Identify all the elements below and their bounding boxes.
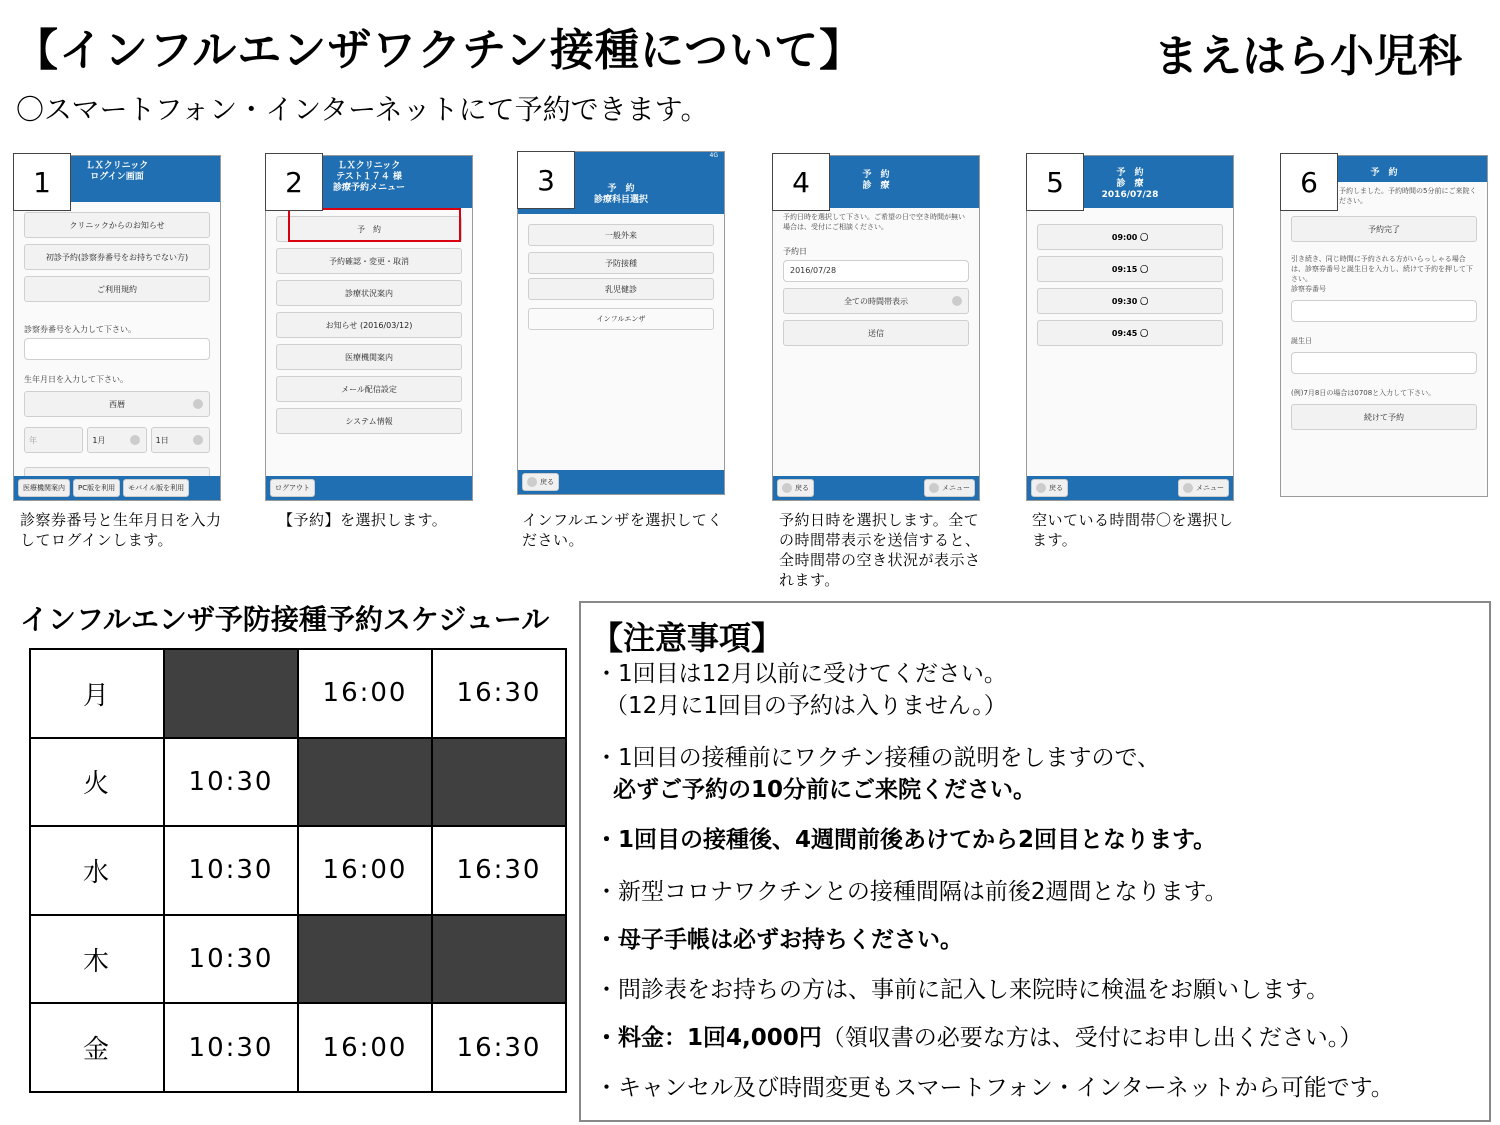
news-button[interactable]: お知らせ (2016/03/12) xyxy=(276,312,462,338)
back-label: 戻る xyxy=(540,478,554,486)
day-select[interactable] xyxy=(151,427,210,453)
back-icon xyxy=(527,477,537,487)
show-all-times-toggle[interactable] xyxy=(783,288,969,314)
menu-button[interactable] xyxy=(1178,479,1229,497)
phone-footer xyxy=(266,476,472,500)
back-label: 戻る xyxy=(795,484,809,492)
note-explanation: ・1回目の接種前にワクチン接種の説明をしますので、 xyxy=(595,745,1161,771)
phone-footer xyxy=(518,470,724,494)
system-info-button[interactable]: システム情報 xyxy=(276,408,462,434)
general-button[interactable]: 一般外来 xyxy=(528,224,714,246)
menu-icon xyxy=(929,483,939,493)
schedule-row xyxy=(30,915,566,1004)
status-bar: 4G xyxy=(518,152,724,164)
schedule-day: 金 xyxy=(30,1003,164,1092)
schedule-time-cell: 10:30 xyxy=(164,915,298,1004)
time-slot-button[interactable]: 09:15 〇 xyxy=(1037,256,1223,282)
date-instruction: 予約日時を選択して下さい。ご希望の日で空き時間が無い場合は、受付にご相談ください。 xyxy=(783,213,965,231)
phone-header-line: 予 約 xyxy=(1370,168,1398,178)
schedule-time-cell: 10:30 xyxy=(164,826,298,915)
birthday-example: (例)7月8日の場合は0708と入力して下さい。 xyxy=(1291,389,1436,397)
logout-button[interactable]: ログアウト xyxy=(270,479,315,497)
clinic-info-button[interactable]: 医療機関案内 xyxy=(276,344,462,370)
menu-icon xyxy=(1183,483,1193,493)
schedule-closed-cell xyxy=(298,738,432,827)
schedule-closed-cell xyxy=(298,915,432,1004)
schedule-closed-cell xyxy=(432,738,566,827)
phone-footer xyxy=(14,476,220,500)
note-first-dose-detail: （12月に1回目の予約は入りません。） xyxy=(605,693,1007,719)
schedule-row xyxy=(30,738,566,827)
reservation-done-button[interactable]: 予約完了 xyxy=(1291,216,1477,242)
page-subtitle: 〇スマートフォン・インターネットにて予約できます。 xyxy=(16,93,709,126)
reserved-message: 予約しました。予約時間の5分前にご来院ください。 xyxy=(1339,187,1477,205)
reservation-confirm-button[interactable]: 予約確認・変更・取消 xyxy=(276,248,462,274)
clinic-info-button[interactable]: 医療機関案内 xyxy=(18,479,70,497)
step-number-1: 1 xyxy=(13,153,71,211)
back-icon xyxy=(782,483,792,493)
phone-header-line: 予 約 xyxy=(862,170,890,180)
show-all-times-label: 全ての時間帯表示 xyxy=(844,296,908,306)
back-button[interactable] xyxy=(777,479,814,497)
schedule-title: インフルエンザ予防接種予約スケジュール xyxy=(20,603,550,636)
schedule-day: 火 xyxy=(30,738,164,827)
phone-footer xyxy=(773,476,979,500)
year-input[interactable]: 年 xyxy=(24,427,83,453)
card-number-label: 診察券番号を入力して下さい。 xyxy=(24,325,136,334)
notes-title: 【注意事項】 xyxy=(591,619,784,657)
select-icon xyxy=(193,399,203,409)
card-number-input[interactable] xyxy=(24,338,210,360)
phone-header-line: ＬＸクリニック xyxy=(337,161,401,171)
schedule-closed-cell xyxy=(432,915,566,1004)
submit-button[interactable]: 送信 xyxy=(783,320,969,346)
date-input[interactable]: 2016/07/28 xyxy=(783,260,969,282)
note-questionnaire: ・問診表をお持ちの方は、事前に記入し来院時に検温をお願いします。 xyxy=(595,977,1330,1003)
news-button[interactable]: クリニックからのお知らせ xyxy=(24,212,210,238)
back-label: 戻る xyxy=(1049,484,1063,492)
pc-version-button[interactable]: PC版を利用 xyxy=(73,479,120,497)
schedule-time-cell: 16:30 xyxy=(432,1003,566,1092)
schedule-time-cell: 16:00 xyxy=(298,826,432,915)
schedule-time-cell: 16:30 xyxy=(432,649,566,738)
schedule-time-cell: 16:30 xyxy=(432,826,566,915)
month-value: 1月 xyxy=(92,435,106,445)
schedule-row xyxy=(30,1003,566,1092)
note-maternal-handbook: ・母子手帳は必ずお持ちください。 xyxy=(595,927,963,953)
step-caption-2: 【予約】を選択します。 xyxy=(278,511,448,529)
step-number-2: 2 xyxy=(265,153,323,211)
step-caption-4: 予約日時を選択します。全ての時間帯表示を送信すると、全時間帯の空き状況が表示されます。 xyxy=(779,511,981,589)
date-label: 予約日 xyxy=(783,247,807,256)
phone-header-line: 予 約 xyxy=(1116,168,1144,178)
card-number-label: 診察券番号 xyxy=(1291,285,1326,293)
schedule-day: 月 xyxy=(30,649,164,738)
first-visit-button[interactable]: 初診予約(診察券番号をお持ちでない方) xyxy=(24,244,210,270)
mail-settings-button[interactable]: メール配信設定 xyxy=(276,376,462,402)
schedule-time-cell: 16:00 xyxy=(298,649,432,738)
back-button[interactable] xyxy=(522,473,559,491)
back-icon xyxy=(1036,483,1046,493)
card-number-input[interactable] xyxy=(1291,300,1477,322)
menu-button[interactable] xyxy=(924,479,975,497)
step-number-6: 6 xyxy=(1280,153,1338,211)
time-slot-button[interactable]: 09:00 〇 xyxy=(1037,224,1223,250)
phone-header-line: ログイン画面 xyxy=(90,172,144,182)
toggle-icon xyxy=(952,296,962,306)
schedule-time-cell: 10:30 xyxy=(164,1003,298,1092)
phone-header-line: 診療科目選択 xyxy=(593,195,648,205)
schedule-time-cell: 10:30 xyxy=(164,738,298,827)
schedule-day: 木 xyxy=(30,915,164,1004)
note-first-dose: ・1回目は12月以前に受けてください。 xyxy=(595,661,1007,687)
phone-header-line: 予 約 xyxy=(607,184,635,194)
phone-header-line: 診 療 xyxy=(1116,179,1144,189)
notes-box xyxy=(579,601,1491,1122)
step-number-5: 5 xyxy=(1026,153,1084,211)
era-select[interactable] xyxy=(24,391,210,417)
continue-instruction: 引き続き、同じ時間に予約される方がいらっしゃる場合は、診察券番号と誕生日を入力し、続けて予約を押して下さい。 xyxy=(1291,255,1473,283)
schedule-day: 水 xyxy=(30,826,164,915)
era-value: 西暦 xyxy=(109,399,125,409)
status-info-button[interactable]: 診療状況案内 xyxy=(276,280,462,306)
clinic-name: まえはら小児科 xyxy=(1154,31,1462,82)
birthday-label: 誕生日 xyxy=(1291,337,1312,345)
infant-checkup-button[interactable]: 乳児健診 xyxy=(528,278,714,300)
schedule-closed-cell xyxy=(164,649,298,738)
schedule-row xyxy=(30,649,566,738)
time-slot-button[interactable]: 09:45 〇 xyxy=(1037,320,1223,346)
influenza-button[interactable]: インフルエンザ xyxy=(528,308,714,330)
note-covid-interval: ・新型コロナワクチンとの接種間隔は前後2週間となります。 xyxy=(595,879,1228,905)
time-slot-button[interactable]: 09:30 〇 xyxy=(1037,288,1223,314)
mobile-version-button[interactable]: モバイル版を利用 xyxy=(123,479,189,497)
day-value: 1日 xyxy=(155,435,169,445)
note-arrive-early: 必ずご予約の10分前にご来院ください。 xyxy=(613,777,1037,803)
reserve-button[interactable]: 予 約 xyxy=(276,216,462,242)
birthdate-label: 生年月日を入力して下さい。 xyxy=(24,375,128,384)
note-fee xyxy=(595,1019,1362,1052)
vaccination-button[interactable]: 予防接種 xyxy=(528,252,714,274)
phone-header-line: テスト１７４ 様 xyxy=(336,172,402,182)
step-caption-5: 空いている時間帯〇を選択します。 xyxy=(1032,511,1234,549)
menu-label: メニュー xyxy=(942,484,970,492)
back-button[interactable] xyxy=(1031,479,1068,497)
birthday-input[interactable] xyxy=(1291,352,1477,374)
schedule-time-cell: 16:00 xyxy=(298,1003,432,1092)
highlight-box xyxy=(288,208,461,242)
month-select[interactable] xyxy=(87,427,146,453)
phone-footer xyxy=(1027,476,1233,500)
page-title: 【インフルエンザワクチン接種について】 xyxy=(14,25,865,76)
fee-amount: ・料金：1回4,000円 xyxy=(595,1025,822,1051)
phone-header-line: 2016/07/28 xyxy=(1101,190,1159,200)
phone-header-line: ＬＸクリニック xyxy=(85,161,149,171)
select-icon xyxy=(193,435,203,445)
step-caption-3: インフルエンザを選択してください。 xyxy=(522,511,723,549)
schedule-table xyxy=(29,648,567,1093)
continue-reserve-button[interactable]: 続けて予約 xyxy=(1291,404,1477,430)
terms-button[interactable]: ご利用規約 xyxy=(24,276,210,302)
step-number-4: 4 xyxy=(772,153,830,211)
note-cancel: ・キャンセル及び時間変更もスマートフォン・インターネットから可能です。 xyxy=(595,1075,1394,1101)
menu-label: メニュー xyxy=(1196,484,1224,492)
phone-header-line: 診 療 xyxy=(862,181,890,191)
step-caption-1: 診察券番号と生年月日を入力してログインします。 xyxy=(20,511,222,549)
fee-detail: （領収書の必要な方は、受付にお申し出ください。） xyxy=(821,1025,1363,1051)
schedule-row xyxy=(30,826,566,915)
select-icon xyxy=(130,435,140,445)
phone-header-line: 診療予約メニュー xyxy=(332,183,405,193)
note-second-dose: ・1回目の接種後、4週間前後あけてから2回目となります。 xyxy=(595,827,1217,853)
step-number-3: 3 xyxy=(517,151,575,209)
